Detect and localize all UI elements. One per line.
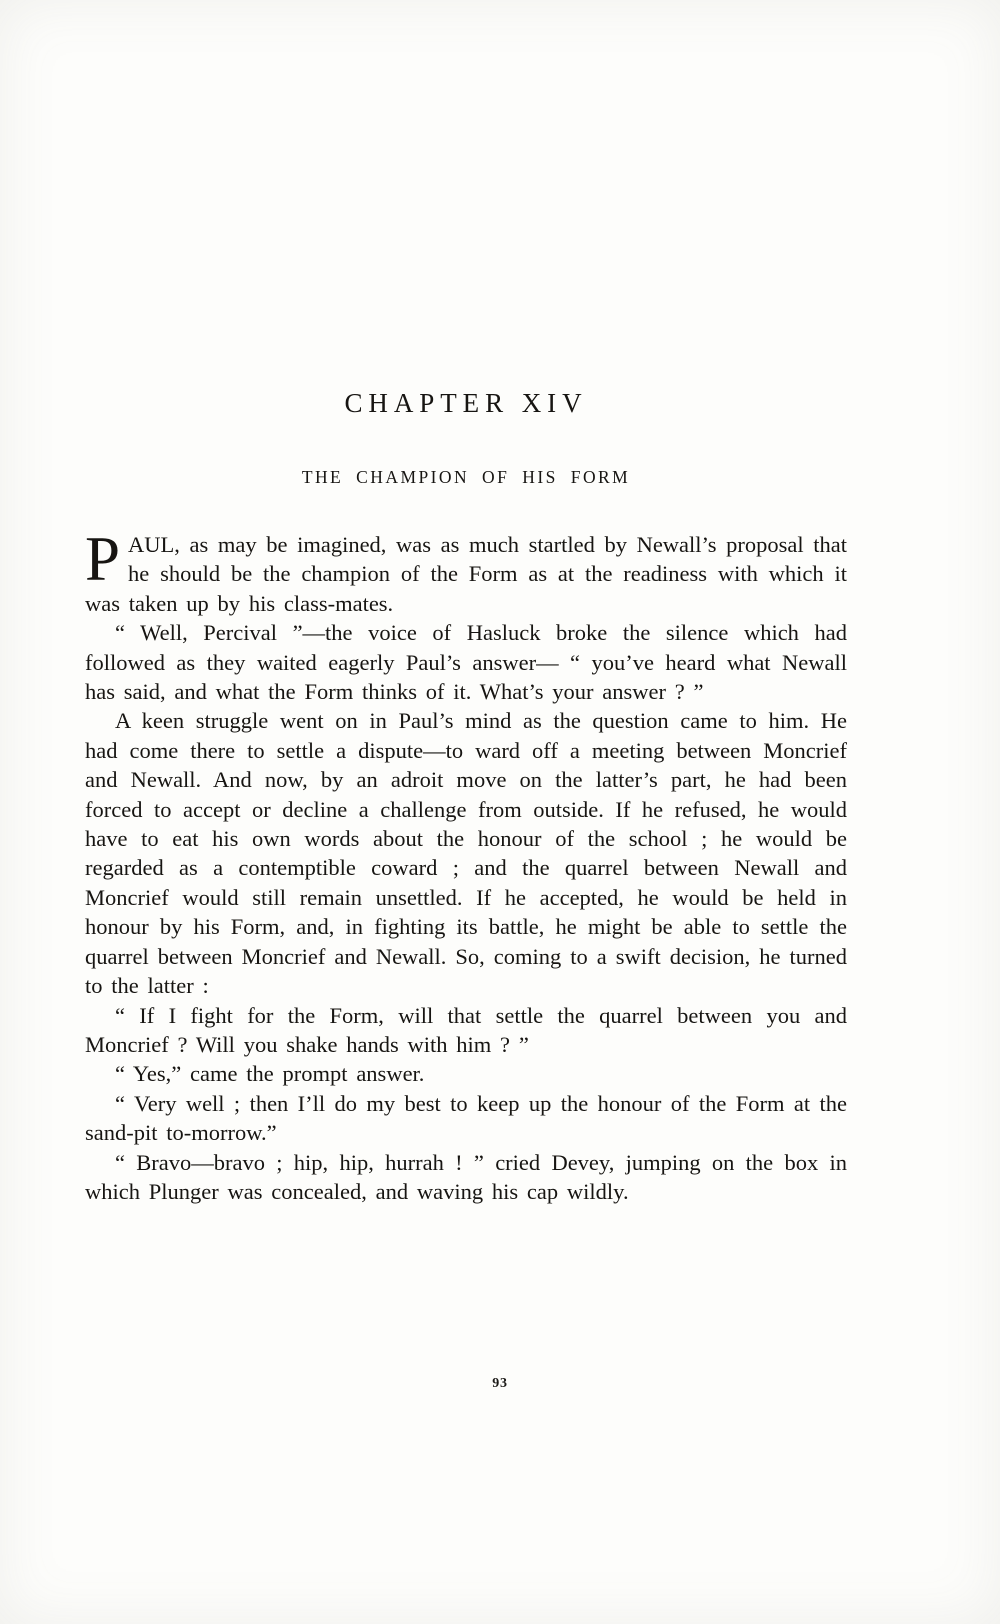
paragraph: “ Bravo—bravo ; hip, hip, hurrah ! ” cried Devey, jumping on the box in which Plunger was concealed, and waving his cap wildly. bbox=[85, 1149, 847, 1204]
text-block bbox=[85, 388, 847, 1206]
chapter-heading: CHAPTER XIV bbox=[344, 388, 588, 418]
paragraph: “ If I fight for the Form, will that settle the quarrel between you and Moncrief ? Will you shake hands with him ? ” bbox=[85, 1002, 847, 1057]
paragraph: “ Yes,” came the prompt answer. bbox=[115, 1061, 425, 1087]
drop-cap: P bbox=[85, 524, 121, 594]
body-text bbox=[85, 524, 847, 1206]
paragraph: “ Well, Percival ”—the voice of Hasluck broke the silence which had followed as they waited eagerly Paul’s answer— “ you’ve heard what Newall has said, and what the Form thinks of it. What’s your answer ? ” bbox=[85, 620, 847, 705]
paragraph: “ Very well ; then I’ll do my best to keep up the honour of the Form at the sand-pit to-morrow.” bbox=[85, 1090, 847, 1146]
paragraph-text: AUL, as may be imagined, was as much startled by Newall’s proposal that he should be the champion of the Form as at the readiness with which it was taken up by his class-mates. bbox=[85, 532, 847, 616]
page-number: 93 bbox=[492, 1376, 508, 1391]
paragraph bbox=[85, 524, 847, 618]
chapter-subtitle: THE CHAMPION OF HIS FORM bbox=[301, 467, 631, 487]
paragraph: A keen struggle went on in Paul’s mind as the question came to him. He had come there to settle a dispute—to ward off a meeting between Moncrief and Newall. And now, by an adroit move on the latter’s part, he had been forced to accept or decline a challenge from outside. If he refused, he would have to eat his own words about the honour of the school ; he would be regarded as a contemptible coward ; and the quarrel between Newall and Moncrief would still remain unsettled. If he accepted, he would be held in honour by his Form, and, in fighting its battle, he might be able to settle the quarrel between Moncrief and Newall. So, coming to a swift decision, he turned to the latter : bbox=[85, 708, 847, 999]
